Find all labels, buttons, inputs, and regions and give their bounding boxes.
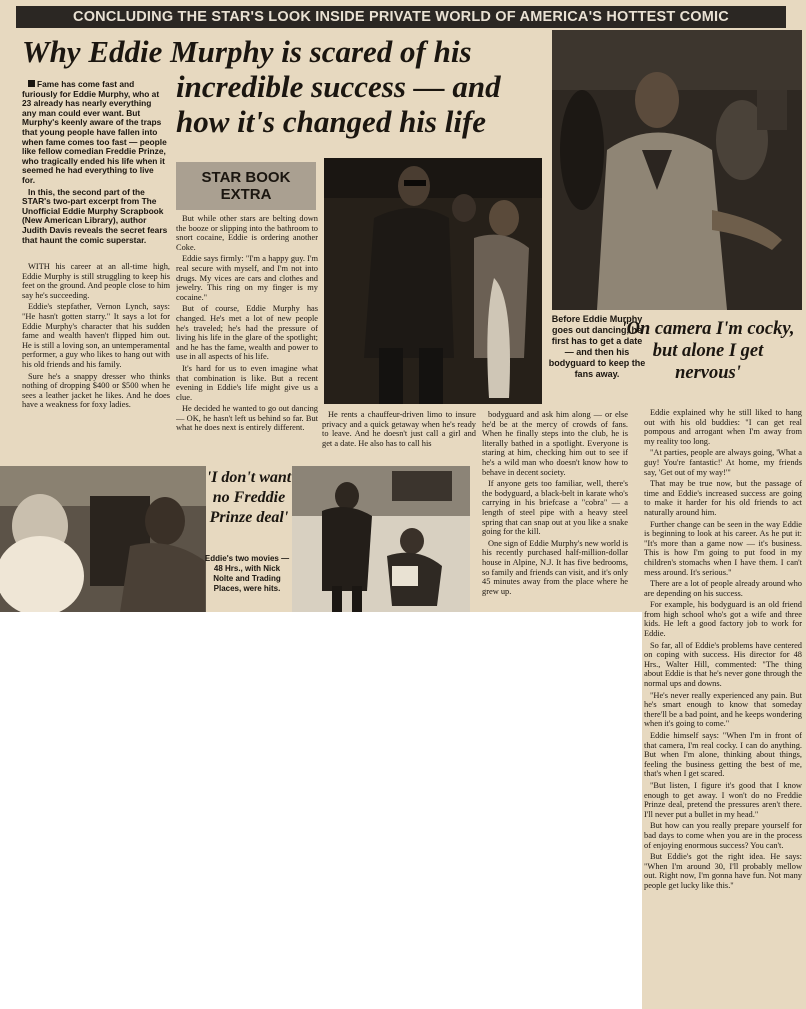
paragraph: "At parties, people are always going, 'What a guy! You're fantastic!' At home, my friends say, 'Get out of my way!'" bbox=[644, 448, 802, 477]
paragraph: He rents a chauffeur-driven limo to insure privacy and a quick getaway when he's ready to leave. And he doesn't just call a girl and get a date. He also has to call his bbox=[322, 410, 476, 448]
eddie-car-scene-photo bbox=[0, 466, 206, 612]
intro-deck bbox=[22, 80, 168, 247]
paragraph: "But listen, I figure it's good that I know enough to get away. I won't do no Freddie Prinze deal, pretend the pressures aren't there. I'll never put a bullet in my head." bbox=[644, 780, 802, 819]
photo-caption-dancing: Before Eddie Murphy goes out dancing, he first has to get a date — and then his bodyguard to keep the fans away. bbox=[548, 314, 646, 379]
paragraph: It's hard for us to even imagine what that combination is like. But a recent evening in Eddie's life might give us a clue. bbox=[176, 363, 318, 402]
headline-line-2: incredible success — and bbox=[176, 69, 501, 104]
intro-paragraph: In this, the second part of the STAR's two-part excerpt from The Unofficial Eddie Murphy Scrapbook (New American Library), author Judith Davis reveals the secret fears that haunt the comic superstar. bbox=[22, 186, 168, 245]
paragraph: For example, his bodyguard is an old friend from high school who's got a wife and three kids. He left a good factory job to work for Eddie. bbox=[644, 600, 802, 639]
photo-illustration bbox=[292, 466, 470, 612]
section-banner: CONCLUDING THE STAR'S LOOK INSIDE PRIVATE WORLD OF AMERICA'S HOTTEST COMIC bbox=[16, 6, 786, 28]
eddie-dancing-club-photo bbox=[324, 158, 542, 404]
article-column-2 bbox=[176, 214, 318, 460]
article-column-3 bbox=[322, 410, 476, 462]
pull-quote-prinze: 'I don't want no Freddie Prinze deal' bbox=[206, 469, 292, 526]
paragraph: WITH his career at an all-time high, Eddie Murphy is still struggling to keep his feet on the ground. And people close to him say he's succeeding. bbox=[22, 262, 170, 300]
paragraph: bodyguard and ask him along — or else he'd be at the mercy of crowds of fans. When he finally steps into the club, he is literally bathed in a spotlight. Everyone is staring at him, checking him out to see if he's a wild man who doesn't know how to behave in decent society. bbox=[482, 410, 628, 477]
bullet-square-icon bbox=[28, 80, 35, 87]
paragraph: If anyone gets too familiar, well, there's the bodyguard, a black-belt in karate who's carrying in his briefcase a "cobra" — a length of steel pipe with a heavy steel spring that can snap out at you like a snake going for the kill. bbox=[482, 479, 628, 537]
article-column-4 bbox=[482, 410, 628, 622]
headline-line-3: how it's changed his life bbox=[176, 104, 487, 139]
photo-illustration bbox=[324, 158, 542, 404]
star-book-extra-box bbox=[176, 162, 316, 210]
paragraph: But while other stars are belting down the booze or slipping into the bathroom to snort cocaine, Eddie is ordering another Coke. bbox=[176, 214, 318, 252]
paragraph: So far, all of Eddie's problems have centered on coping with success. His director for 48 Hrs., Walter Hill, commented: "The thing about Eddie is that he's never gone through the normal ups and downs. bbox=[644, 640, 802, 689]
paragraph: But Eddie's got the right idea. He says: "When I'm around 30, I'll probably mellow out. Right now, I'm gonna have fun. Not many people get lucky like this." bbox=[644, 852, 802, 890]
paragraph: That may be true now, but the passage of time and Eddie's increased success are going to make it harder for his old friends to act naturally around him. bbox=[644, 479, 802, 517]
paragraph: Eddie himself says: "When I'm in front of that camera, I'm real cocky. I can do anything. But when I'm alone, thinking about things, feeling the business getting the best of me, that's when I get scared. bbox=[644, 731, 802, 779]
paragraph: But how can you really prepare yourself for bad days to come when you are in the process of enjoying enormous success? You can't. bbox=[644, 821, 802, 850]
photo-illustration bbox=[552, 30, 802, 310]
paragraph: Eddie's stepfather, Vernon Lynch, says: "He hasn't gotten starry." It says a lot for Eddie Murphy's character that his sudden fame and wealth haven't flipped him out. He is still a loving son, an untemperamental performer, a guy who likes to hang out with his old friends and his family. bbox=[22, 302, 170, 369]
article-column-5 bbox=[644, 408, 802, 1006]
box-line-1: STAR BOOK bbox=[201, 169, 291, 186]
eddie-in-jacket-photo bbox=[552, 30, 802, 310]
pull-quote-camera: 'On camera I'm cocky, but alone I get nervous' bbox=[621, 319, 795, 383]
box-line-2: EXTRA bbox=[220, 186, 272, 203]
photo-caption-movies: Eddie's two movies — 48 Hrs., with Nick Nolte and Trading Places, were hits. bbox=[204, 554, 290, 593]
paragraph: But of course, Eddie Murphy has changed. He's met a lot of new people he's traveled; he's had the pressure of living his life in the glare of the spotlight; and he has the fame, wealth and power to use in all aspects of his life. bbox=[176, 304, 318, 362]
headline-line-1: Why Eddie Murphy is scared of his bbox=[22, 34, 472, 69]
article-column-1 bbox=[22, 262, 170, 462]
paragraph: Eddie says firmly: "I'm a happy guy. I'm real secure with myself, and I'm not into drugs. My vices are cars and clothes and jewelry. This ring on my finger is my cocaine." bbox=[176, 254, 318, 302]
intro-paragraph: Fame has come fast and furiously for Eddie Murphy, who at 23 already has nearly everything any man could ever want. But Murphy's keenly aware of the traps that young people have fallen into when fame comes too fast — people like fellow comedian Freddie Prinze, who tragically ended his life when it seemed he had everything to live for. bbox=[22, 79, 167, 185]
paragraph: He decided he wanted to go out dancing — OK, he hasn't left us behind so far. But what he does next is entirely different. bbox=[176, 404, 318, 433]
paragraph: Further change can be seen in the way Eddie is beginning to look at his career. As he put it: "It's more than a game now — it's business. This is how I'm going to put food in my children's stomachs when I have them. I can't mess around. It's serious." bbox=[644, 519, 802, 577]
photo-illustration bbox=[0, 466, 206, 612]
paragraph: "He's never really experienced any pain. But he's smart enough to know that someday there'll be a bad point, and he keeps wondering when it's going to come." bbox=[644, 690, 802, 729]
paragraph: Eddie explained why he still liked to hang out with his old buddies: "I can get real pompous and arrogant when I'm away from my reality too long. bbox=[644, 408, 802, 446]
paragraph: Sure he's a snappy dresser who thinks nothing of dropping $400 or $500 when he sees a leather jacket he likes. And he does have a weakness for foxy ladies. bbox=[22, 371, 170, 410]
trading-places-street-photo bbox=[292, 466, 470, 612]
paragraph: There are a lot of people already around who are depending on his success. bbox=[644, 579, 802, 598]
paragraph: One sign of Eddie Murphy's new world is his recently purchased half-million-dollar house in Alpine, N.J. It has five bedrooms, so family and friends can visit, and it's only 45 minutes away from the place where he grew up. bbox=[482, 538, 628, 596]
